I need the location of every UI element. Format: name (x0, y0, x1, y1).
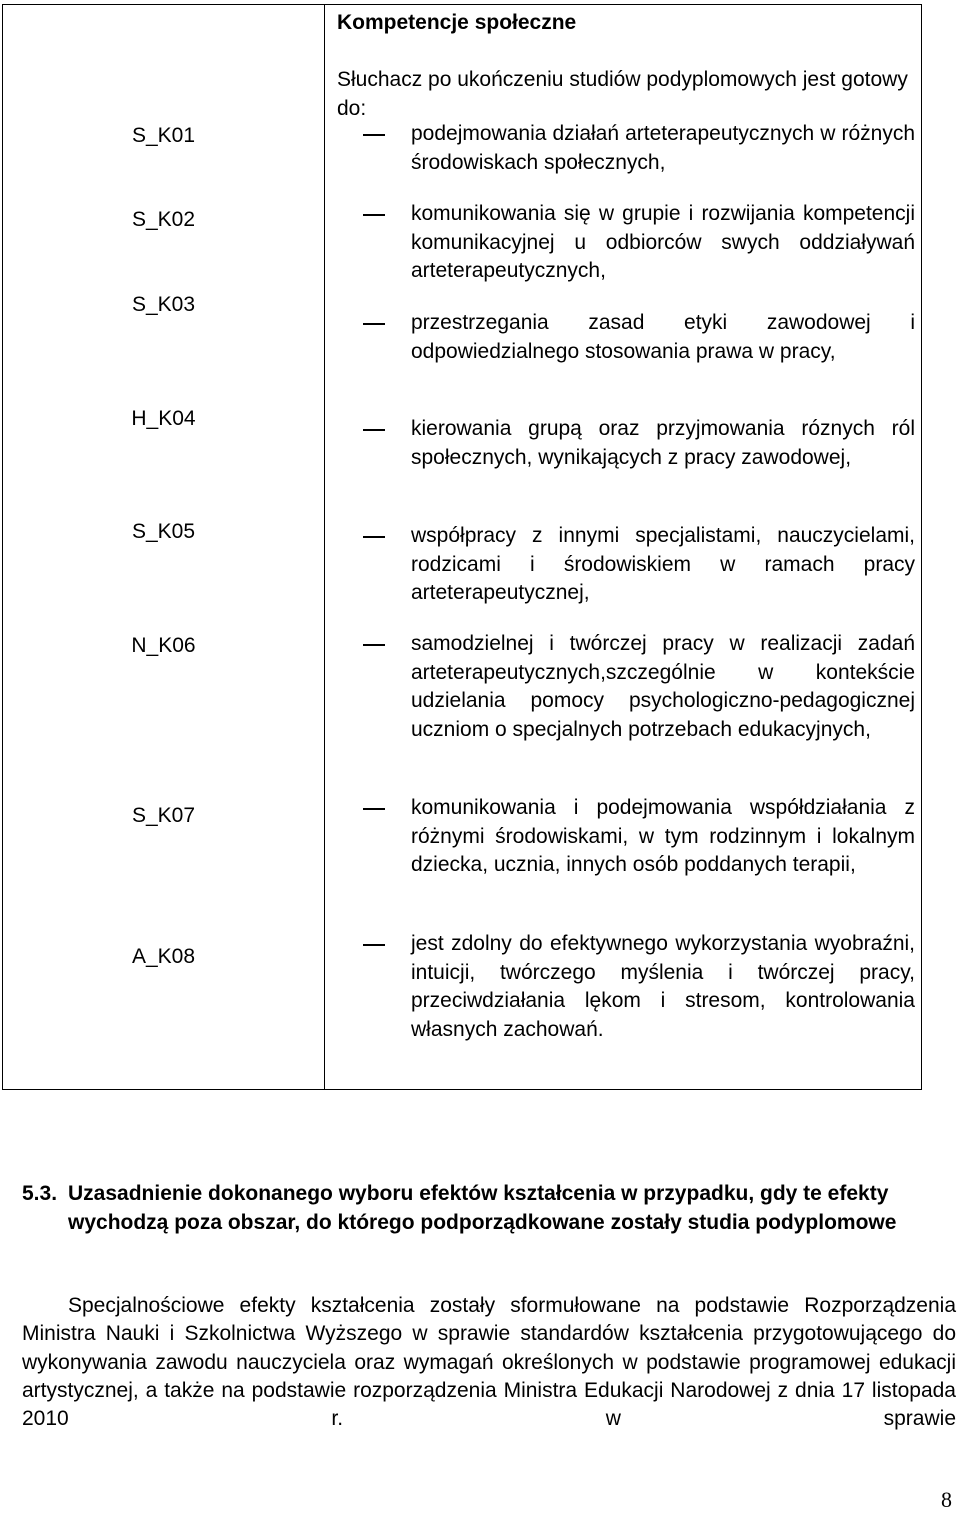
dash-bullet (363, 134, 385, 136)
column-divider (324, 5, 325, 1089)
outcome-code: S_K05 (131, 520, 196, 543)
list-item (337, 120, 915, 177)
page-number: 8 (941, 1487, 952, 1512)
body-paragraph: Specjalnościowe efekty kształcenia zostały sformułowane na podstawie Rozporządzenia Ministra Nauki i Szkolnictwa Wyższego w sprawie standardów kształcenia przygotowującego do wykonywania zawodu nauczyciela oraz wymagań określonych w podstawie programowej edukacji artystycznej, a także na podstawie rozporządzenia Ministra Edukacji Narodowej z dnia 17 listopada 2010 r. w sprawie (22, 1294, 956, 1431)
section-number: 5.3. (22, 1182, 58, 1205)
outcome-code: S_K01 (131, 124, 196, 147)
dash-bullet (363, 644, 385, 646)
outcome-code: S_K07 (131, 804, 196, 827)
outcome-code: S_K02 (131, 208, 196, 231)
dash-bullet (363, 214, 385, 216)
list-item (337, 200, 915, 286)
list-item (337, 930, 915, 1044)
list-item (337, 630, 915, 744)
section-heading-text: Uzasadnienie dokonanego wyboru efektów kształcenia w przypadku, gdy te efekty wychodzą poza obszar, do którego podporządkowane zostały studia podyplomowe (68, 1182, 897, 1234)
list-item (337, 309, 915, 366)
dash-bullet (363, 808, 385, 810)
list-item (337, 794, 915, 880)
list-item (337, 415, 915, 472)
list-item-text: podejmowania działań arteterapeutycznych w różnych środowiskach społecznych, (411, 122, 915, 174)
outcome-code: A_K08 (131, 945, 196, 968)
learning-outcomes-table (2, 4, 922, 1090)
section-title: Kompetencje społeczne (337, 11, 577, 34)
outcome-code: N_K06 (131, 634, 196, 657)
dash-bullet (363, 429, 385, 431)
outcome-code: H_K04 (131, 407, 196, 430)
list-item-text: komunikowania i podejmowania współdziałania z różnymi środowiskami, w tym rodzinnym i lokalnym dziecka, ucznia, innych osób poddanych terapii, (411, 796, 915, 876)
dash-bullet (363, 536, 385, 538)
list-item (337, 522, 915, 608)
dash-bullet (363, 323, 385, 325)
outcome-code: S_K03 (131, 293, 196, 316)
list-item-text: przestrzegania zasad etyki zawodowej i odpowiedzialnego stosowania prawa w pracy, (411, 311, 915, 363)
list-item-text: jest zdolny do efektywnego wykorzystania wyobraźni, intuicji, twórczego myślenia i twórczej pracy, przeciwdziałania lękom i stresom, kontrolowania własnych zachowań. (411, 932, 915, 1041)
list-item-text: komunikowania się w grupie i rozwijania kompetencji komunikacyjnej u odbiorców swych oddziaływań arteterapeutycznych, (411, 202, 915, 282)
dash-bullet (363, 944, 385, 946)
section-heading (22, 1180, 958, 1237)
list-item-text: kierowania grupą oraz przyjmowania róznych ról społecznych, wynikających z pracy zawodowej, (411, 417, 915, 469)
list-item-text: współpracy z innymi specjalistami, nauczycielami, rodzicami i środowiskiem w ramach pracy arteterapeutycznej, (411, 524, 915, 604)
list-item-text: samodzielnej i twórczej pracy w realizacji zadań arteterapeutycznych,szczególnie w kontekście udzielania pomocy psychologiczno-pedagogicznej uczniom o specjalnych potrzebach edukacyjnych, (411, 632, 915, 741)
intro-text: Słuchacz po ukończeniu studiów podyplomowych jest gotowy do: (337, 68, 908, 120)
